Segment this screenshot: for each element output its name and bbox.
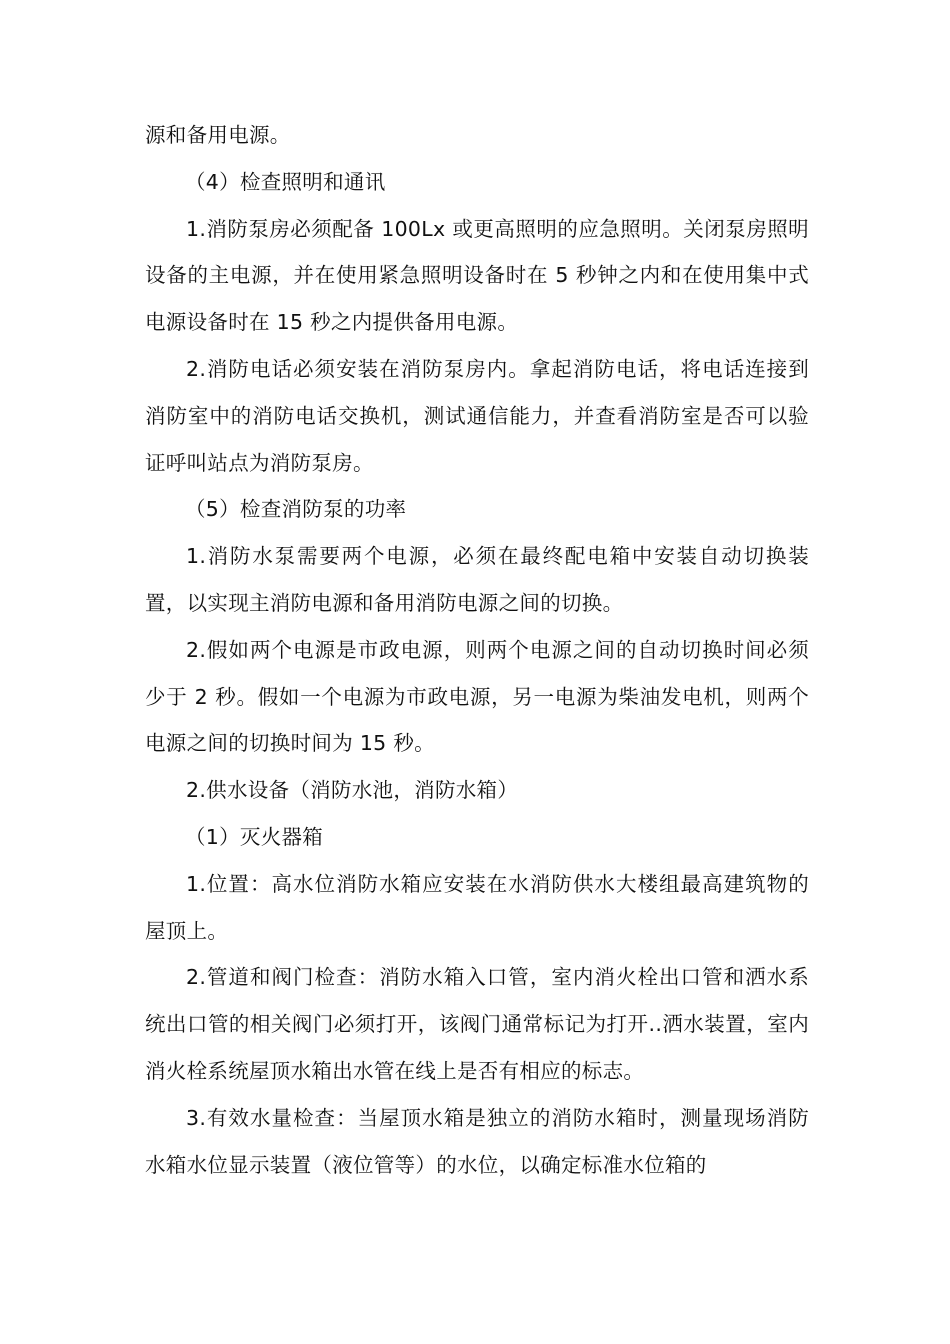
paragraph-emergency-lighting: 1.消防泵房必须配备 100Lx 或更高照明的应急照明。关闭泵房照明设备的主电源，并在使用紧急照明设备时在 5 秒钟之内和在使用集中式电源设备时在 15 秒之内提供备用电源。 — [145, 216, 809, 335]
document-body — [145, 112, 809, 1188]
paragraph-pipe-valve-check: 2.管道和阀门检查：消防水箱入口管，室内消火栓出口管和洒水系统出口管的相关阀门必须打开，该阀门通常标记为打开..洒水装置，室内消火栓系统屋顶水箱出水管在线上是否有相应的标志。 — [145, 965, 809, 1083]
paragraph-dual-power-supply: 1.消防水泵需要两个电源，必须在最终配电箱中安装自动切换装置，以实现主消防电源和备用消防电源之间的切换。 — [145, 544, 809, 615]
paragraph-tank-location: 1.位置：高水位消防水箱应安装在水消防供水大楼组最高建筑物的屋顶上。 — [145, 871, 809, 943]
section-heading-water-supply: 2.供水设备（消防水池，消防水箱） — [186, 778, 519, 803]
subheading-extinguisher-box: （1）灭火器箱 — [184, 824, 324, 849]
paragraph-water-volume-check: 3.有效水量检查：当屋顶水箱是独立的消防水箱时，测量现场消防水箱水位显示装置（液位管等）的水位，以确定标准水位箱的 — [145, 1105, 809, 1177]
paragraph-fire-telephone: 2.消防电话必须安装在消防泵房内。拿起消防电话，将电话连接到消防室中的消防电话交换机，测试通信能力，并查看消防室是否可以验证呼叫站点为消防泵房。 — [145, 356, 809, 475]
paragraph-continuation: 源和备用电源。 — [145, 123, 291, 147]
paragraph-switch-time: 2.假如两个电源是市政电源，则两个电源之间的自动切换时间必须少于 2 秒。假如一个电源为市政电源，另一电源为柴油发电机，则两个电源之间的切换时间为 15 秒。 — [145, 637, 809, 756]
subheading-pump-power: （5）检查消防泵的功率 — [184, 497, 407, 522]
subheading-lighting-communication: （4）检查照明和通讯 — [184, 169, 386, 194]
